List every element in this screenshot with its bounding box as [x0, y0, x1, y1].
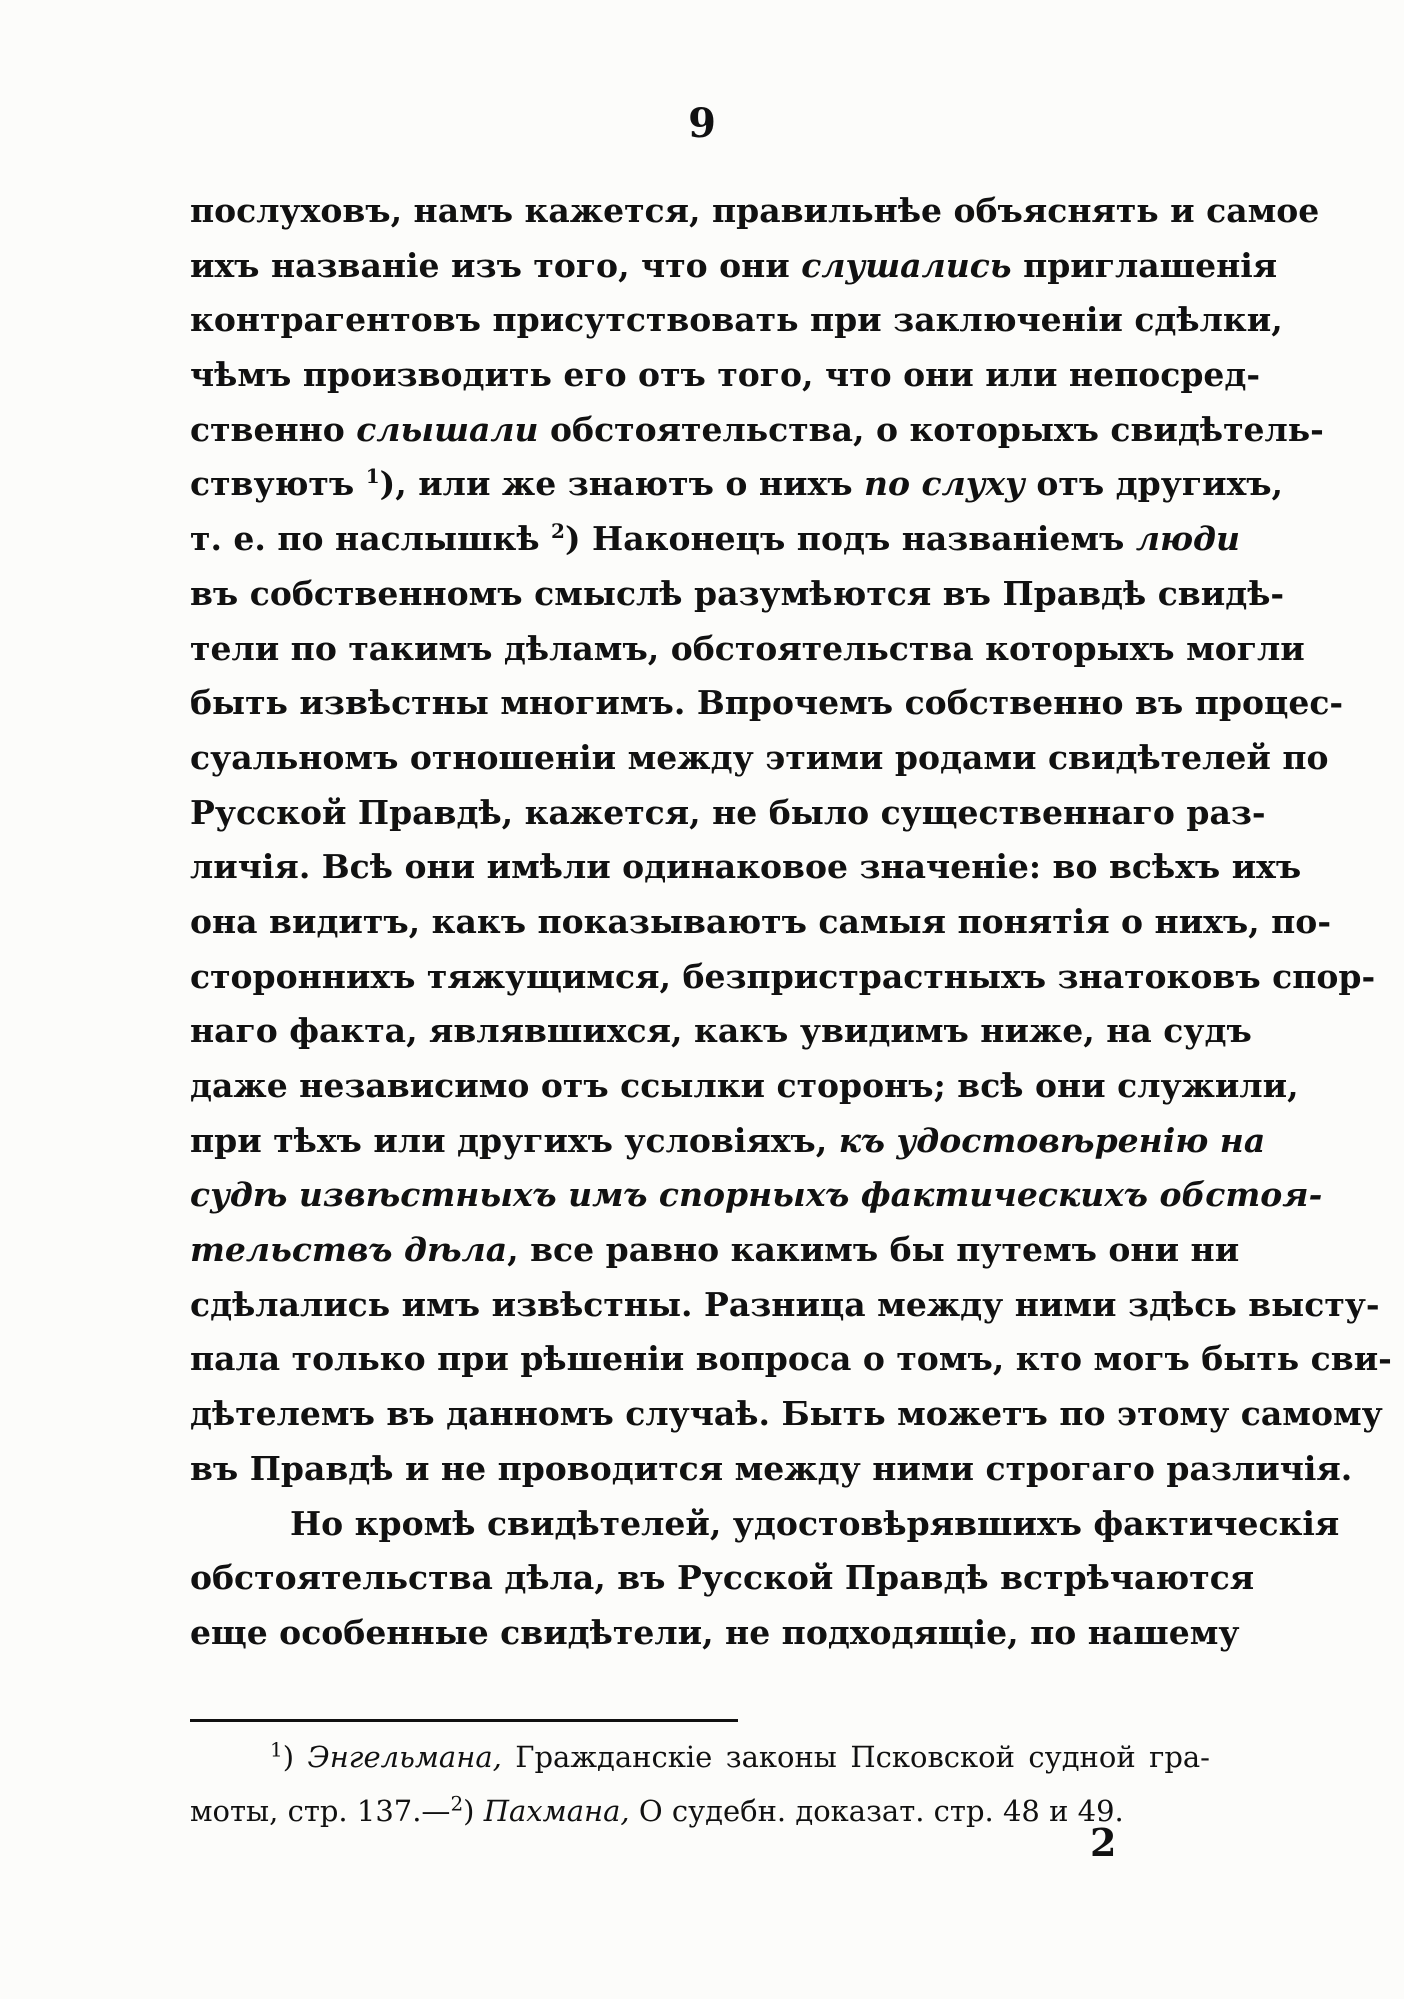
text-span: контрагентовъ присутствовать при заключеніи сдѣлки, — [190, 300, 1283, 340]
text-span: обстоятельства дѣла, въ Русской Правдѣ встрѣчаются — [190, 1558, 1255, 1598]
text-span: ) — [282, 1740, 308, 1774]
text-span: обстоятельства, о которыхъ свидѣтель- — [538, 409, 1324, 449]
text-span: стороннихъ тяжущимся, безпристрастныхъ знатоковъ спор- — [190, 956, 1376, 996]
text-span: еще особенные свидѣтели, не подходящіе, по нашему — [190, 1612, 1240, 1652]
text-span: въ Правдѣ и не проводится между ними строгаго различія. — [190, 1448, 1353, 1488]
italic-span: судѣ извѣстныхъ имъ спорныхъ фактическихъ обстоя- — [190, 1175, 1323, 1215]
text-line — [190, 950, 1376, 1005]
text-line — [190, 1606, 1240, 1661]
italic-span: по слуху — [864, 464, 1025, 504]
text-span: приглашенія — [1011, 245, 1278, 285]
text-line — [190, 1278, 1380, 1333]
page-number: 9 — [688, 100, 716, 147]
text-span: отъ другихъ, — [1024, 464, 1284, 504]
text-line — [190, 676, 1344, 731]
text-span: тели по такимъ дѣламъ, обстоятельства которыхъ могли — [190, 628, 1305, 668]
text-line — [190, 293, 1283, 348]
italic-span: слушались — [801, 245, 1012, 285]
text-span: чѣмъ производить его отъ того, что они или непосред- — [190, 355, 1261, 395]
text-span: даже независимо отъ ссылки сторонъ; всѣ они служили, — [190, 1066, 1299, 1105]
text-span: суальномъ отношеніи между этими родами свидѣтелей по — [190, 737, 1329, 777]
text-line — [190, 895, 1332, 950]
text-line — [190, 1004, 1252, 1059]
text-line — [190, 1551, 1255, 1606]
text-span: она видитъ, какъ показываютъ самыя понятія о нихъ, по- — [190, 901, 1332, 941]
italic-span: къ удостовѣренію на — [838, 1120, 1266, 1160]
text-line — [190, 403, 1324, 458]
text-span: О судебн. доказат. стр. 48 и 49. — [629, 1794, 1124, 1828]
footnote-ref: 2 — [551, 519, 565, 544]
text-span: пала только при рѣшеніи вопроса о томъ, кто могъ быть сви- — [190, 1339, 1392, 1379]
footnote-line — [190, 1730, 1210, 1784]
footnotes — [190, 1730, 1210, 1838]
footnote-line — [190, 1784, 1210, 1838]
text-span: ствуютъ — [190, 464, 366, 504]
text-span: личія. Всѣ они имѣли одинаковое значеніе: во всѣхъ ихъ — [190, 847, 1302, 887]
footnote-ref: 1 — [365, 464, 380, 489]
text-span: ), или же знаютъ о нихъ — [379, 464, 865, 504]
text-span: сдѣлались имъ извѣстны. Разница между ними здѣсь высту- — [190, 1284, 1380, 1324]
text-line — [190, 1387, 1383, 1442]
text-line — [190, 1059, 1299, 1114]
text-line — [190, 1168, 1323, 1223]
text-line — [190, 567, 1285, 622]
text-span: наго факта, являвшихся, какъ увидимъ ниже, на судъ — [190, 1011, 1252, 1051]
text-span: т. е. по наслышкѣ — [190, 519, 552, 559]
text-span: послуховъ, намъ кажется, правильнѣе объяснять и самое — [190, 191, 1320, 230]
text-line — [190, 786, 1266, 841]
text-line — [190, 239, 1278, 294]
text-line — [190, 840, 1302, 895]
italic-span: Энгельмана, — [307, 1740, 502, 1774]
text-span: , все равно какимъ бы путемъ они ни — [507, 1230, 1240, 1270]
text-line — [190, 1223, 1240, 1278]
text-line — [190, 622, 1305, 677]
text-span: Гражданскіе законы Псковской судной гра- — [501, 1740, 1210, 1774]
footnote-ref: 2 — [450, 1791, 464, 1816]
text-span: дѣтелемъ въ данномъ случаѣ. Быть можетъ по этому самому — [190, 1394, 1383, 1434]
text-span: ) — [463, 1794, 484, 1828]
text-line — [190, 1114, 1266, 1169]
italic-span: тельствъ дѣла — [190, 1230, 508, 1270]
text-span: ихъ названіе изъ того, что они — [190, 245, 802, 285]
footnote-ref: 1 — [270, 1737, 283, 1762]
text-span: быть извѣстны многимъ. Впрочемъ собственно въ процес- — [190, 683, 1344, 723]
text-span: при тѣхъ или другихъ условіяхъ, — [190, 1120, 839, 1160]
text-span: въ собственномъ смыслѣ разумѣются въ Правдѣ свидѣ- — [190, 573, 1285, 613]
text-line — [190, 1497, 1340, 1552]
text-span: моты, стр. 137.— — [190, 1794, 451, 1828]
signature-mark: 2 — [1090, 1820, 1117, 1865]
text-line — [190, 1442, 1353, 1497]
main-text — [190, 184, 1392, 1661]
text-line — [190, 348, 1261, 403]
text-line — [190, 512, 1240, 567]
text-span: ственно — [190, 409, 357, 449]
text-line — [190, 457, 1284, 512]
text-span: Но кромѣ свидѣтелей, удостовѣрявшихъ фактическія — [290, 1503, 1340, 1543]
italic-span: слышали — [356, 409, 539, 449]
text-span: ) Наконецъ подъ названіемъ — [564, 519, 1136, 559]
text-span: Русской Правдѣ, кажется, не было существеннаго раз- — [190, 792, 1266, 832]
text-line — [190, 731, 1329, 786]
italic-span: люди — [1135, 519, 1240, 559]
italic-span: Пахмана, — [483, 1794, 630, 1828]
footnote-divider — [190, 1719, 738, 1722]
text-line — [190, 184, 1320, 239]
text-line — [190, 1332, 1392, 1387]
